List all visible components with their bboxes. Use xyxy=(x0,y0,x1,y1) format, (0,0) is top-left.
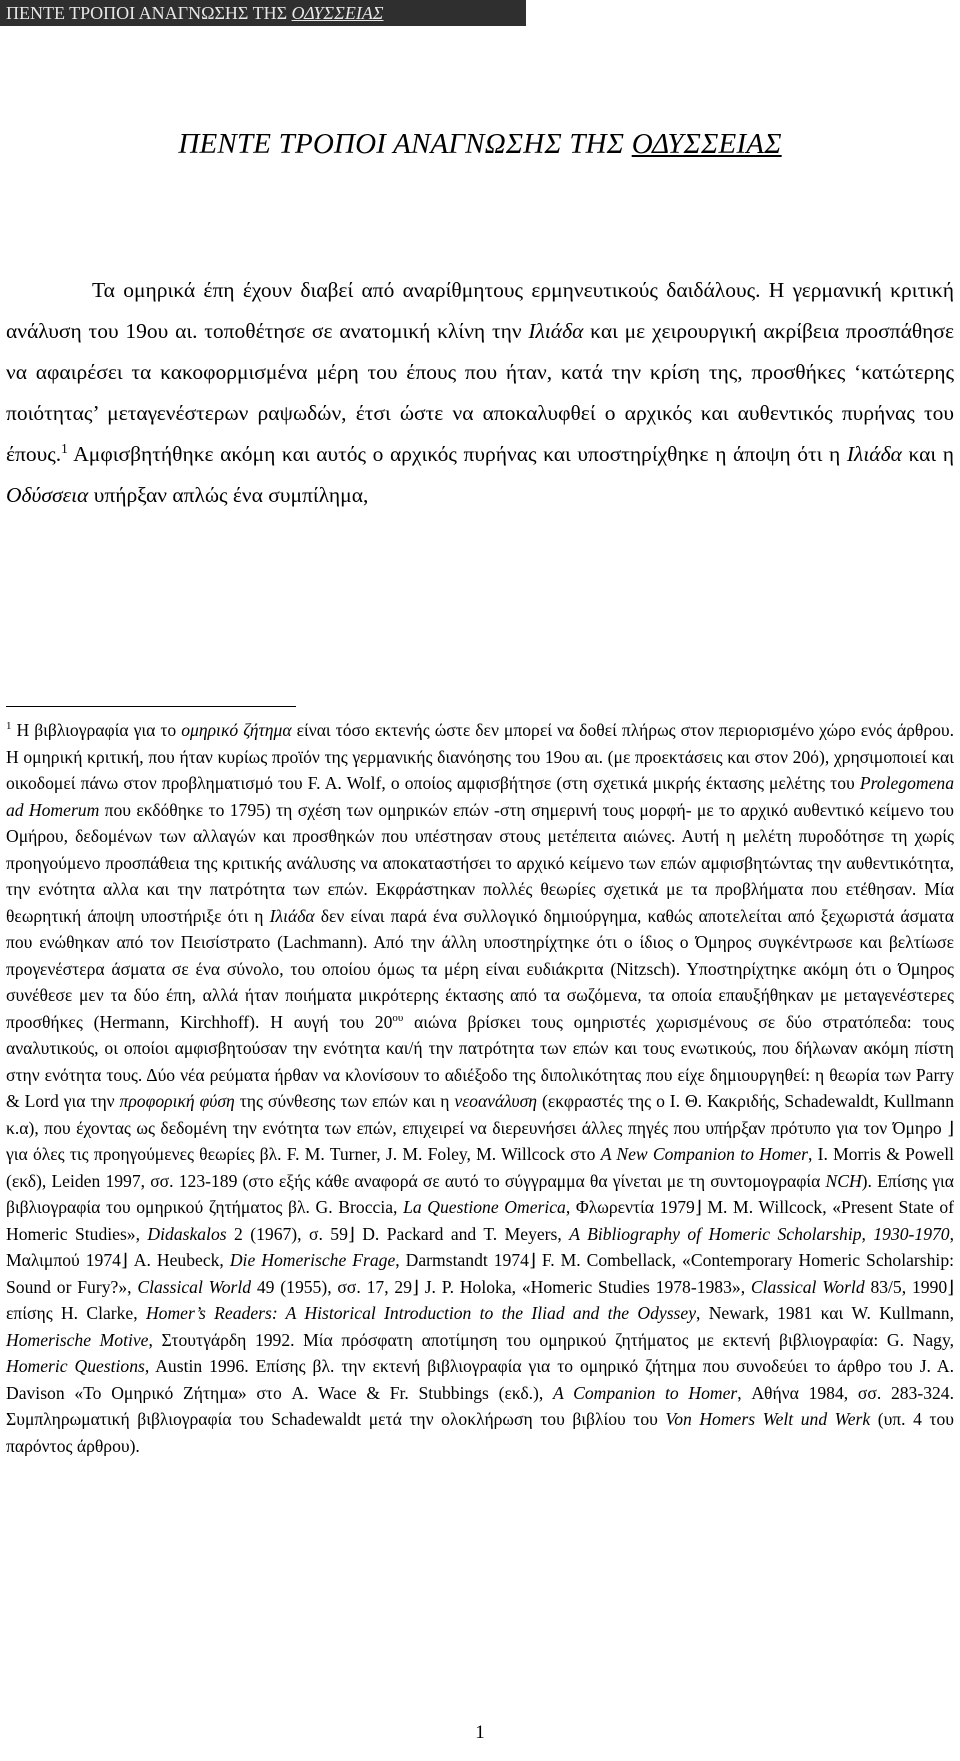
running-head-italic: ΟΔΥΣΣΕΙΑΣ xyxy=(291,3,384,23)
body-paragraph: Τα ομηρικά έπη έχουν διαβεί από αναρίθμητους ερμηνευτικούς δαιδάλους. Η γερμανική κριτική ανάλυση του 19ου αι. τοποθέτησε σε ανατομική κλίνη την Ιλιάδα και με χειρουργική ακρίβεια προσπάθησε να αφαιρέσει τα κακοφορμισμένα μέρη του έπους που ήταν, κατά την κρίση της, προσθήκες ‘κατώτερης ποιότητας’ μεταγενέστερων ραψωδών, έτσι ώστε να αποκαλυφθεί ο αρχικός και αυθεντικός πυρήνας του έπους.$^1$ Αμφισβητήθηκε ακόμη και αυτός ο αρχικός πυρήνας και υποστηρίχθηκε η άποψη ότι η Ιλιάδα και η Οδύσσεια υπήρξαν απλώς ένα συμπίλημα, xyxy=(6,278,955,507)
page-title xyxy=(0,128,960,161)
running-head-text: ΠΕΝΤΕ ΤΡΟΠΟΙ ΑΝΑΓΝΩΣΗΣ ΤΗΣ xyxy=(6,3,292,23)
title-underlined: ΟΔΥΣΣΕΙΑΣ xyxy=(631,128,782,160)
footnote-marker[interactable]: 1 xyxy=(61,440,68,456)
footnote-divider xyxy=(6,706,296,707)
running-head xyxy=(0,0,526,26)
footnote-1: $^1$ Η βιβλιογραφία για το ομηρικό ζήτημα είναι τόσο εκτενής ώστε δεν μπορεί να δοθεί πλήρως στον περιορισμένο χώρο ενός άρθρου. Η ομηρική κριτική, που ήταν κυρίως προϊόν της γερμανικής διανόησης του 19ου αι. (με προεκτάσεις και στον 20ό), χρησιμοποιεί και οικοδομεί πάνω στον προβληματισμό του F. A. Wolf, ο οποίος αμφισβήτησε (στη σχετικά μικρής έκτασης μελέτης του Prolegomena ad Homerum που εκδόθηκε το 1795) τη σχέση των ομηρικών επών -στη σημερινή τους μορφή- με το αρχικό αυθεντικό κείμενο του Ομήρου, δεδομένων των αλλαγών και προσθηκών που υπέστησαν στους μετέπειτα αιώνες. Αυτή η μελέτη πυροδότησε τη χωρίς προηγούμενο προσπάθεια της κριτικής ανάλυσης να αποκαταστήσει το αρχικό κείμενο των επών αμφισβητώντας την αυθεντικότητα, την ενότητα αλλα και την πατρότητα των επών. Εκφράστηκαν πολλές θεωρίες σχετικά με τα προβλήματα που ετέθησαν. Μία θεωρητική άποψη υποστήριξε ότι η Ιλιάδα δεν είναι παρά ένα συλλογικό δημιούργημα, καθώς αποτελείται από ξεχωριστά άσματα που ενώθηκαν από τον Πεισίστρατο (Lachmann). Από την άλλη υποστηρίχτηκε ότι ο ίδιος ο Όμηρος συγκέντρωσε και βελτίωσε προγενέστερα άσματα σε ένα σύνολο, του οποίου όμως τα μέρη είναι ευδιάκριτα (Nitzsch). Υποστηρίχτηκε ακόμη ότι ο Όμηρος συνέθεσε μεν τα δύο έπη, αλλά ήταν ποιήματα μικρότερης έκτασης από τα σωζόμενα, τα οποία επαυξήθηκαν με μεταγενέστερες προσθήκες (Hermann, Kirchhoff). Η αυγή του $20^{o\upsilon}$ αιώνα βρίσκει τους ομηριστές χωρισμένους σε δύο στρατόπεδα: τους αναλυτικούς, οι οποίοι αμφισβητούσαν την ενότητα και/ή την πατρότητα των επών και τους ενωτικούς, που δήλωναν ακόμη πίστη στην ενότητα τους. Δύο νέα ρεύματα ήρθαν να κλονίσουν το αδιέξοδο της διπολικότητας που είχε δημιουργηθεί: η θεωρία των Parry & Lord για την προφορική φύση της σύνθεσης των επών και η νεοανάλυση (εκφραστές της ο I. Θ. Κακριδής, Schadewaldt, Kullmann κ.α), που έχοντας ως δεδομένη την ενότητα των επών, επιχειρεί να διερευνήσει άλλες πηγές που υπήρξαν πρότυπο για τον Όμηρο ⌋ για όλες τις προηγούμενες θεωρίες βλ. F. M. Turner, J. M. Foley, M. Willcock στο A New Companion to Homer, I. Morris & Powell (εκδ), Leiden 1997, σσ. 123-189 (στο εξής κάθε αναφορά σε αυτό το σύγγραμμα θα γίνεται με τη συντομογραφία NCH). Επίσης για βιβλιογραφία του ομηρικού ζητήματος βλ. G. Broccia, La Questione Omerica, Φλωρεντία 1979⌋ M. M. Willcock, «Present State of Homeric Studies», Didaskalos 2 (1967), σ. 59⌋ D. Packard and T. Meyers, A Bibliography of Homeric Scholarship, 1930-1970, Μαλιμπού 1974⌋ A. Heubeck, Die Homerische Frage, Darmstandt 1974⌋ F. M. Combellack, «Contemporary Homeric Scholarship: Sound or Fury?», Classical World 49 (1955), σσ. 17, 29⌋ J. P. Holoka, «Homeric Studies 1978-1983», Classical World 83/5, 1990⌋ επίσης H. Clarke, Homer’s Readers: A Historical Introduction to the Iliad and the Odyssey, Newark, 1981 και W. Kullmann, Homerische Motive, Στουτγάρδη 1992. Μία πρόσφατη αποτίμηση του ομηρικού ζητήματος με εκτενή βιβλιογραφία: G. Nagy, Homeric Questions, Austin 1996. Επίσης βλ. την εκτενή βιβλιογραφία για το ομηρικό ζήτημα που συνοδεύει το άρθρο του J. A. Davison «Το Ομηρικό Ζήτημα» στο A. Wace & Fr. Stubbings (εκδ.), A Companion to Homer, Αθήνα 1984, σσ. 283-324. Συμπληρωματική βιβλιογραφία του Schadewaldt μετά την ολοκλήρωση του βιβλίου του Von Homers Welt und Werk (υπ. 4 του παρόντος άρθρου). xyxy=(6,720,955,1456)
page-number: 1 xyxy=(475,1722,485,1743)
footnote-number: 1 xyxy=(6,720,12,733)
title-text: ΠΕΝΤΕ ΤΡΟΠΟΙ ΑΝΑΓΝΩΣΗΣ ΤΗΣ xyxy=(178,128,632,160)
